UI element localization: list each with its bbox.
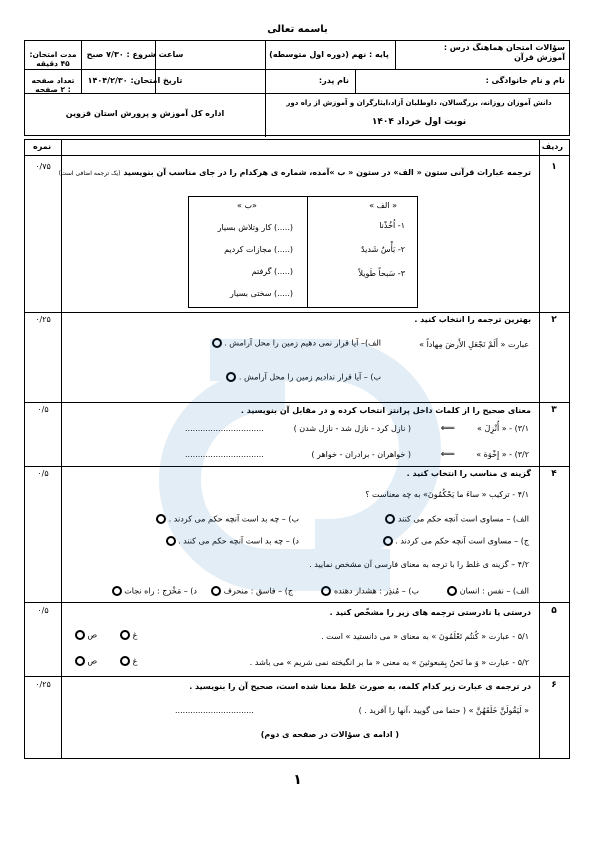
q1-note: (یک ترجمه اضافی است) bbox=[58, 170, 121, 177]
q1-prompt-text: ترجمه عبارات قرآنی ستون « الف» در ستون « ب »آمده، شماره ی هرکدام را در جای مناسب آن بنویسید bbox=[123, 168, 531, 177]
q2-number: ۲ bbox=[551, 315, 557, 325]
radio-circle-icon[interactable] bbox=[75, 630, 85, 640]
q6-score: ۰/۲۵ bbox=[35, 680, 51, 689]
q4-1-option-a-text: الف) – مساوی است آنچه حکم می کنند bbox=[397, 514, 529, 524]
course-name: آموزش قرآن bbox=[514, 53, 565, 62]
q5-sub-2: ۵/۲ - عبارت « وَ ما نَحنُ بِمَبعوثینَ » به معنی « ما بر انگیخته نمی شریم » می باشد . bbox=[249, 658, 529, 667]
course-cell bbox=[394, 41, 569, 65]
page-number: ۱ bbox=[293, 772, 302, 788]
start-time: ساعت شروع : ۷/۳۰ صبح bbox=[86, 50, 184, 59]
true-label: ص bbox=[87, 656, 98, 666]
q1-alef-item: ۳- سَبحاً طَویلاً bbox=[358, 269, 405, 278]
exam-header bbox=[24, 40, 570, 136]
q6-phrase: « لَیَقُولَنَّ خَلَقَهُنَّ » ( حتما می گویید ،آنها را آفرید . ) bbox=[358, 706, 529, 715]
q1-score: ۰/۷۵ bbox=[35, 162, 51, 171]
q5-score: ۰/۵ bbox=[37, 606, 49, 615]
q3-item-2-options: ( خواهران - برادران - خواهر ) bbox=[311, 450, 411, 459]
score-header: نمره bbox=[33, 142, 52, 151]
q6-answer[interactable]: ............................... bbox=[175, 706, 254, 715]
grade: پایه : نهم (دوره اول متوسطه) bbox=[269, 50, 389, 59]
radio-circle-icon[interactable] bbox=[112, 586, 122, 596]
arrow-left-icon: ⟸ bbox=[440, 449, 455, 460]
false-label: غ bbox=[132, 656, 138, 666]
row-header: ردیف bbox=[541, 142, 563, 151]
radio-circle-icon[interactable] bbox=[75, 656, 85, 666]
q1-number: ۱ bbox=[551, 162, 557, 172]
q1-be-item[interactable]: (.....) سختی بسیار bbox=[229, 289, 293, 298]
page-count: تعداد صفحه : ۲ صفحه bbox=[31, 76, 75, 95]
q4-number: ۴ bbox=[551, 469, 557, 479]
q4-2-option-d-text: د) – مَخْرَج : راه نجات bbox=[124, 586, 197, 596]
q1-prompt bbox=[59, 168, 531, 177]
radio-circle-icon[interactable] bbox=[120, 630, 130, 640]
q5-sub-1: ۵/۱ - عبارت « کُنتُم تَعْلَمُونَ » به معنای « می دانستید » است . bbox=[321, 632, 529, 641]
q3-answer-2[interactable]: ............................... bbox=[185, 450, 264, 459]
q4-sub-2: ۴/۲ – گزینه ی غلط را با ترجه به معنای فارسی آن مشخص نمایید . bbox=[309, 560, 529, 569]
q6-number: ۶ bbox=[551, 680, 557, 690]
q2-score: ۰/۲۵ bbox=[35, 315, 51, 324]
q1-be-head: «ب » bbox=[237, 201, 257, 210]
q3-score: ۰/۵ bbox=[37, 405, 49, 414]
q2-option-b-text: ب) – آیا قرار ندادیم زمین را محل آرامش . bbox=[238, 372, 381, 382]
session: نوبت اول خرداد ۱۴۰۴ bbox=[371, 117, 467, 127]
q4-1-option-c-text: ج) – مساوی است آنچه حکم می کردند . bbox=[395, 536, 529, 546]
q4-1-option-b-text: ب) – چه بد است آنچه حکم می کردند . bbox=[168, 514, 299, 524]
continuation-note: ( ادامه ی سؤالات در صفحه ی دوم) bbox=[260, 730, 399, 739]
office: اداره کل آموزش و پرورش استان قزوین bbox=[65, 109, 225, 118]
arrow-left-icon: ⟸ bbox=[440, 423, 455, 434]
q3-item-1: ۳/۱) - « أُنْزِلَ » bbox=[477, 424, 529, 433]
exam-date: تاریخ امتحان: ۱۴۰۴/۲/۳۰ bbox=[87, 76, 183, 85]
q5-1-choices[interactable] bbox=[75, 630, 137, 640]
q5-prompt: درستی یا نادرستی ترجمه های زیر را مشخّص کنید . bbox=[329, 608, 531, 617]
q1-be-item[interactable]: (.....) گرفتم bbox=[251, 267, 293, 276]
q4-2-option-b-text: ب) – مُنذِر : هشدار دهنده bbox=[333, 586, 419, 596]
q4-1-option-d-text: د) – چه بد است آنچه حکم می کنند . bbox=[178, 536, 299, 546]
q5-number: ۵ bbox=[551, 606, 557, 616]
q4-prompt: گزینه ی مناسب را انتخاب کنید . bbox=[406, 469, 531, 478]
name-field: نام و نام خانوادگی : bbox=[485, 76, 565, 85]
q5-2-choices[interactable] bbox=[75, 656, 137, 666]
duration: مدت امتحان: ۴۵ دقیقه bbox=[29, 50, 77, 69]
watermark-logo-icon bbox=[150, 315, 450, 615]
q1-alef-head: « الف » bbox=[369, 201, 397, 210]
q3-item-2: ۳/۲) - « إِخْوَة » bbox=[476, 450, 529, 459]
q3-prompt: معنای صحیح را از کلمات داخل پرانتز انتخاب کرده و در مقابل آن بنویسید . bbox=[240, 406, 531, 415]
q4-score: ۰/۵ bbox=[37, 469, 49, 478]
true-label: ص bbox=[87, 630, 98, 640]
course-label: سؤالات امتحان هماهنگ درس : bbox=[443, 43, 565, 52]
q4-2-option-a-text: الف) – نفس : انسان bbox=[459, 586, 529, 596]
students: دانش آموزان روزانه، بزرگسالان، داوطلبان آزاد،ایثارگران و آموزش از راه دور bbox=[286, 99, 552, 107]
false-label: غ bbox=[132, 630, 138, 640]
q2-option-a-text: الف)– آیا قرار نمی دهیم زمین را محل آرامش . bbox=[224, 338, 381, 348]
q6-prompt: در ترجمه ی عبارت زیر کدام کلمه، به صورت غلط معنا شده است، صحیح آن را بنویسید . bbox=[189, 682, 531, 691]
q1-be-item[interactable]: (.....) کار وتلاش بسیار bbox=[217, 223, 293, 232]
q2-prompt: بهترین ترجمه را انتخاب کنید . bbox=[414, 315, 531, 324]
q1-be-item[interactable]: (.....) مجازات کردیم bbox=[224, 245, 293, 254]
q4-2-option-a[interactable] bbox=[447, 586, 529, 596]
q3-answer-1[interactable]: ............................... bbox=[185, 424, 264, 433]
page-title: باسمه تعالی bbox=[267, 24, 328, 35]
q4-sub-1: ۴/۱ - ترکیب « ساءَ ما یَحْکُمُونَ» به چه معناست ؟ bbox=[365, 490, 529, 499]
q4-2-option-c-text: ج) – فاسق : منحرف bbox=[223, 586, 293, 596]
father-field: نام پدر: bbox=[318, 76, 349, 85]
q3-item-1-options: ( نازل کرد - نازل شد - نازل شدن ) bbox=[293, 424, 411, 433]
q3-number: ۳ bbox=[551, 405, 557, 415]
q2-phrase: عبارت « أَلَمْ نَجْعَلِ الأَرضَ مِهاداً » bbox=[419, 340, 529, 349]
q1-matching-box bbox=[188, 196, 418, 308]
q1-alef-item: ۲- بَأْسٌ شَدیدٌ bbox=[360, 245, 405, 254]
radio-circle-icon[interactable] bbox=[120, 656, 130, 666]
q1-alef-item: ۱- اُخُذْنا bbox=[379, 221, 405, 230]
